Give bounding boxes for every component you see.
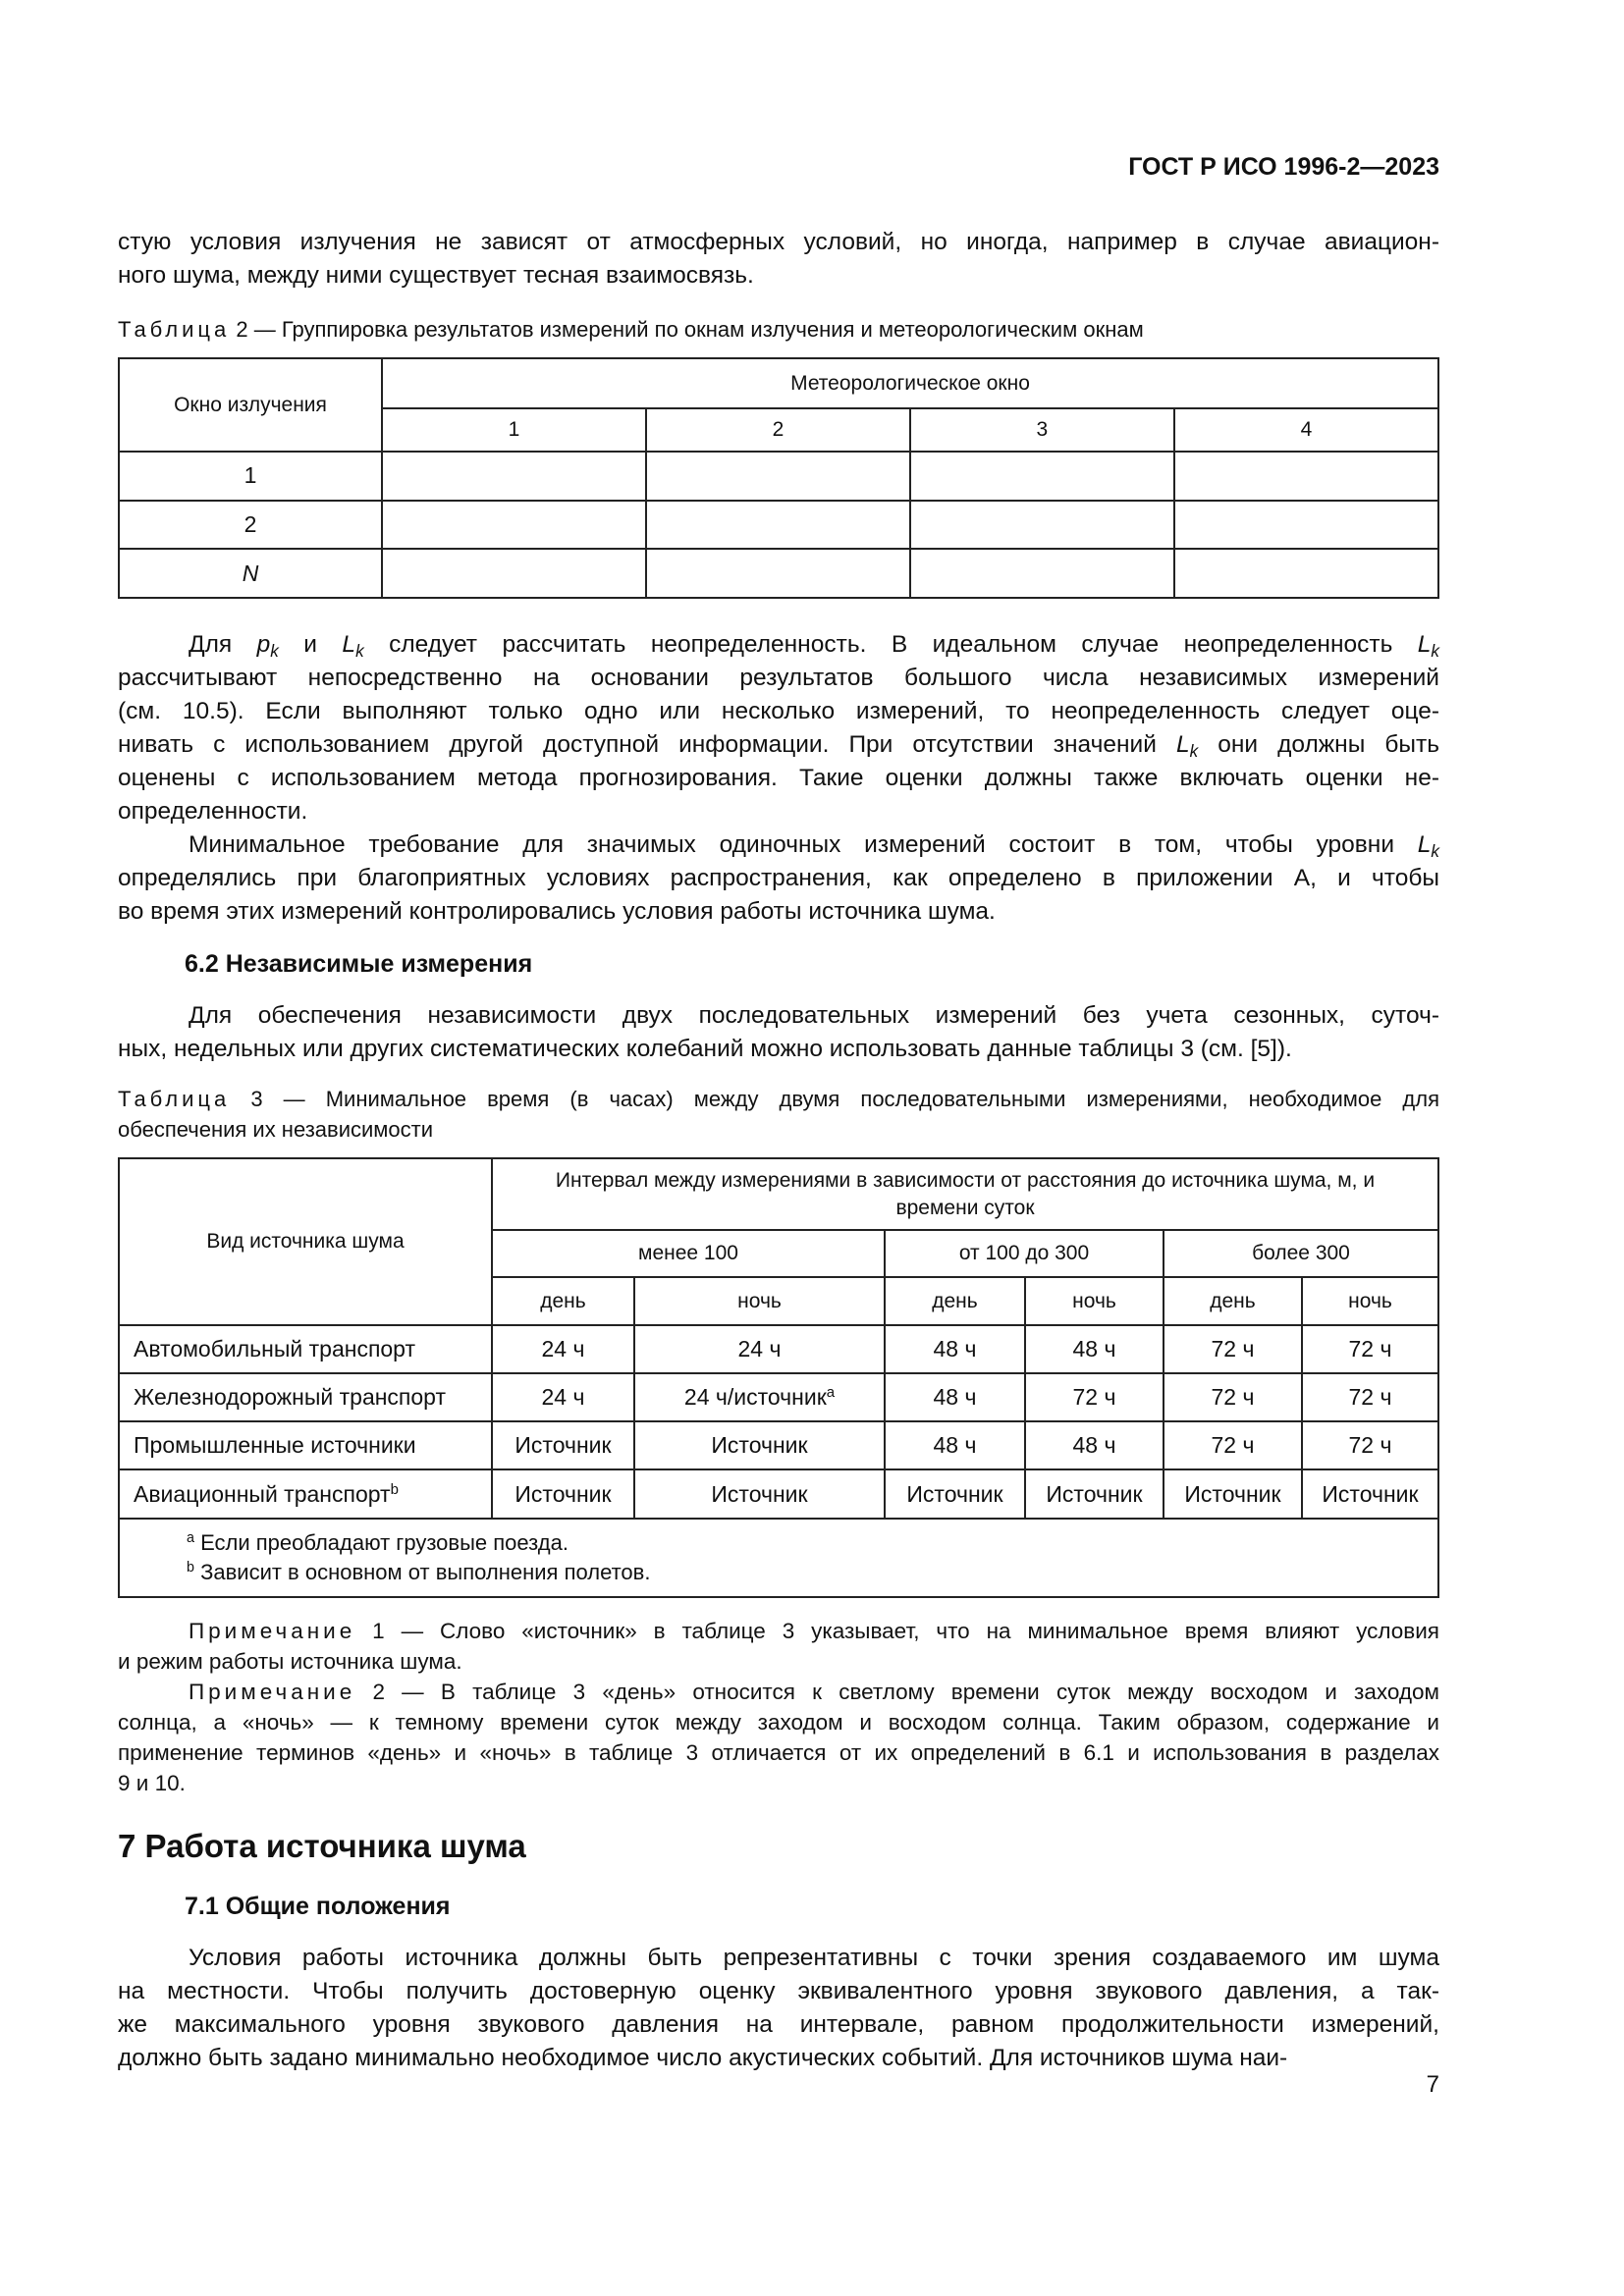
text-segment: на местности. Чтобы получить достоверную оценку эквивалентного уровня звукового давления, а так- (118, 1978, 1439, 2004)
text-segment: определенности. (118, 798, 308, 825)
source-type: Авиационный транспорт$^b$ (119, 1469, 492, 1519)
text-segment: и режим работы источника шума. (118, 1649, 462, 1674)
text-segment: стую условия излучения не зависят от атмосферных условий, но иногда, например в случае авиацион- (118, 229, 1439, 255)
text-line (118, 1975, 1439, 2008)
row-header: N (119, 549, 382, 598)
time-of-day-header: ночь (1025, 1277, 1164, 1325)
text-line (118, 1646, 1439, 1677)
time-of-day-header: день (492, 1277, 634, 1325)
paragraph-min-requirement (118, 828, 1439, 929)
interval-cell: Источник (1164, 1469, 1302, 1519)
time-of-day-header: ночь (1302, 1277, 1438, 1325)
table-row (119, 1421, 1438, 1469)
interval-cell: 48 ч (1025, 1325, 1164, 1373)
caption-label: Таблица (118, 1087, 231, 1111)
text-line (118, 1942, 1439, 1975)
interval-cell: 72 ч (1164, 1325, 1302, 1373)
interval-cell: Источник (634, 1469, 885, 1519)
math-symbol: L (342, 631, 356, 658)
subscript: k (1431, 841, 1439, 862)
text-segment: 1 — Слово «источник» в таблице 3 указывает, что на минимальное время влияют условия (355, 1619, 1439, 1643)
text-line (118, 1707, 1439, 1737)
caption-text: обеспечения их независимости (118, 1117, 434, 1142)
footnote: $^a$ Если преобладают грузовые поезда. (187, 1530, 568, 1555)
interval-cell: Источник (492, 1421, 634, 1469)
note-label: Примечание (189, 1619, 356, 1643)
table-2 (118, 357, 1439, 599)
text-segment: они должны быть (1198, 731, 1439, 758)
interval-cell: Источник (885, 1469, 1025, 1519)
footnote: $^b$ Зависит в основном от выполнения полетов. (187, 1560, 651, 1584)
interval-cell: 72 ч (1302, 1325, 1438, 1373)
text-line (118, 1616, 1439, 1646)
subscript: k (1431, 641, 1439, 662)
text-segment: и (278, 631, 343, 658)
time-of-day-header: день (1164, 1277, 1302, 1325)
math-symbol: L (1417, 831, 1432, 858)
math-symbol: L (1417, 631, 1432, 658)
table-row (119, 452, 1438, 501)
col-header: 1 (382, 408, 646, 452)
interval-cell: 48 ч (1025, 1421, 1164, 1469)
header-meteo-window: Метеорологическое окно (382, 358, 1438, 408)
range-header: от 100 до 300 (885, 1230, 1164, 1277)
text-line (118, 2042, 1439, 2075)
time-of-day-header: ночь (634, 1277, 885, 1325)
interval-cell: 24 ч (492, 1373, 634, 1421)
text-line (118, 762, 1439, 795)
text-line (118, 226, 1439, 259)
col-header: 4 (1174, 408, 1438, 452)
math-symbol: p (256, 631, 271, 658)
interval-cell: 72 ч (1164, 1373, 1302, 1421)
text-segment: применение терминов «день» и «ночь» в таблице 3 отличается от их определений в 6.1 и использования в разделах (118, 1740, 1439, 1765)
interval-cell: Источник (1025, 1469, 1164, 1519)
text-segment: (см. 10.5). Если выполняют только одно или несколько измерений, то неопределенность следует оце- (118, 698, 1439, 724)
interval-cell: 48 ч (885, 1421, 1025, 1469)
caption-text: 2 — Группировка результатов измерений по окнам излучения и метеорологическим окнам (236, 317, 1144, 342)
caption-text: 3 — Минимальное время (в часах) между двумя последовательными измерениями, необходимое для (250, 1087, 1439, 1111)
table-row (119, 1469, 1438, 1519)
text-line (118, 895, 1439, 929)
header-interval: Интервал между измерениями в зависимости от расстояния до источника шума, м, и времени суток (492, 1158, 1438, 1230)
text-segment: же максимального уровня звукового давления на интервале, равном продолжительности измерений, (118, 2011, 1439, 2038)
text-line (118, 695, 1439, 728)
text-segment: оценены с использованием метода прогнозирования. Такие оценки должны также включать оценки не- (118, 765, 1439, 791)
text-line (118, 1677, 1439, 1707)
text-line (118, 259, 1439, 293)
math-symbol: L (1175, 731, 1190, 758)
text-segment: во время этих измерений контролировались условия работы источника шума. (118, 898, 996, 925)
table3-footnotes (119, 1519, 1438, 1597)
subscript: k (270, 641, 279, 662)
section-heading-7: 7 Работа источника шума (118, 1828, 526, 1864)
source-type: Промышленные источники (119, 1421, 492, 1469)
paragraph-independence (118, 999, 1439, 1066)
text-line (118, 862, 1439, 895)
text-segment: Для (189, 631, 257, 658)
paragraph-uncertainty (118, 628, 1439, 828)
text-segment: ных, недельных или других систематических колебаний можно использовать данные таблицы 3 (см. [5]). (118, 1036, 1292, 1062)
table3-caption (118, 1084, 1439, 1145)
text-line (118, 2008, 1439, 2042)
note-1 (118, 1616, 1439, 1677)
text-line (118, 728, 1439, 762)
text-segment: определялись при благоприятных условиях распространения, как определено в приложении А, и чтобы (118, 865, 1439, 891)
text-line (118, 1768, 1439, 1798)
note-2 (118, 1677, 1439, 1798)
interval-cell: Источник (634, 1421, 885, 1469)
page-number: 7 (1426, 2071, 1439, 2098)
text-segment: нивать с использованием другой доступной информации. При отсутствии значений (118, 731, 1176, 758)
section-heading-6-2: 6.2 Независимые измерения (185, 950, 533, 978)
interval-cell: 72 ч (1302, 1421, 1438, 1469)
table-row (119, 549, 1438, 598)
col-header: 3 (910, 408, 1174, 452)
subscript: k (1189, 741, 1199, 762)
table2-caption (118, 314, 1439, 345)
interval-cell: 72 ч (1025, 1373, 1164, 1421)
text-segment: ного шума, между ними существует тесная взаимосвязь. (118, 262, 754, 289)
source-type: Железнодорожный транспорт (119, 1373, 492, 1421)
document-header: ГОСТ Р ИСО 1996-2—2023 (1128, 153, 1439, 181)
paragraph-source-operation (118, 1942, 1439, 2075)
table-3 (118, 1157, 1439, 1598)
text-line (118, 628, 1439, 662)
table-row (119, 1373, 1438, 1421)
table-row (119, 1325, 1438, 1373)
interval-cell: 24 ч (634, 1325, 885, 1373)
interval-cell: 24 ч (492, 1325, 634, 1373)
text-line (118, 795, 1439, 828)
interval-cell: Источник (1302, 1469, 1438, 1519)
text-segment: солнца, а «ночь» — к темному времени суток между заходом и восходом солнца. Таким образом, содержание и (118, 1710, 1439, 1735)
paragraph-intro (118, 226, 1439, 293)
caption-label: Таблица (118, 317, 231, 342)
interval-cell: Источник (492, 1469, 634, 1519)
text-line (118, 999, 1439, 1033)
text-line (118, 828, 1439, 862)
text-line (118, 662, 1439, 695)
text-segment: должно быть задано минимально необходимое число акустических событий. Для источников шума наи- (118, 2045, 1288, 2071)
text-line (118, 1737, 1439, 1768)
range-header: более 300 (1164, 1230, 1438, 1277)
header-source-type: Вид источника шума (119, 1158, 492, 1325)
interval-cell: 72 ч (1164, 1421, 1302, 1469)
table-row (119, 501, 1438, 550)
text-segment: Условия работы источника должны быть репрезентативны с точки зрения создаваемого им шума (189, 1945, 1439, 1971)
row-header: 1 (119, 452, 382, 501)
text-segment: Для обеспечения независимости двух последовательных измерений без учета сезонных, суточ- (189, 1002, 1439, 1029)
header-emission-window: Окно излучения (119, 358, 382, 452)
interval-cell: 48 ч (885, 1373, 1025, 1421)
text-segment: 2 — В таблице 3 «день» относится к светлому времени суток между восходом и заходом (355, 1680, 1439, 1704)
text-segment: 9 и 10. (118, 1771, 186, 1795)
text-segment: рассчитывают непосредственно на основании результатов большого числа независимых измерений (118, 665, 1439, 691)
interval-cell: 24 ч/источник$^a$ (634, 1373, 885, 1421)
text-segment: Минимальное требование для значимых одиночных измерений состоит в том, чтобы уровни (189, 831, 1418, 858)
row-header: 2 (119, 501, 382, 550)
time-of-day-header: день (885, 1277, 1025, 1325)
subscript: k (355, 641, 364, 662)
text-segment: следует рассчитать неопределенность. В идеальном случае неопределенность (363, 631, 1418, 658)
text-line (118, 1033, 1439, 1066)
interval-cell: 72 ч (1302, 1373, 1438, 1421)
note-label: Примечание (189, 1680, 356, 1704)
source-type: Автомобильный транспорт (119, 1325, 492, 1373)
section-heading-7-1: 7.1 Общие положения (185, 1893, 451, 1920)
col-header: 2 (646, 408, 910, 452)
interval-cell: 48 ч (885, 1325, 1025, 1373)
range-header: менее 100 (492, 1230, 885, 1277)
